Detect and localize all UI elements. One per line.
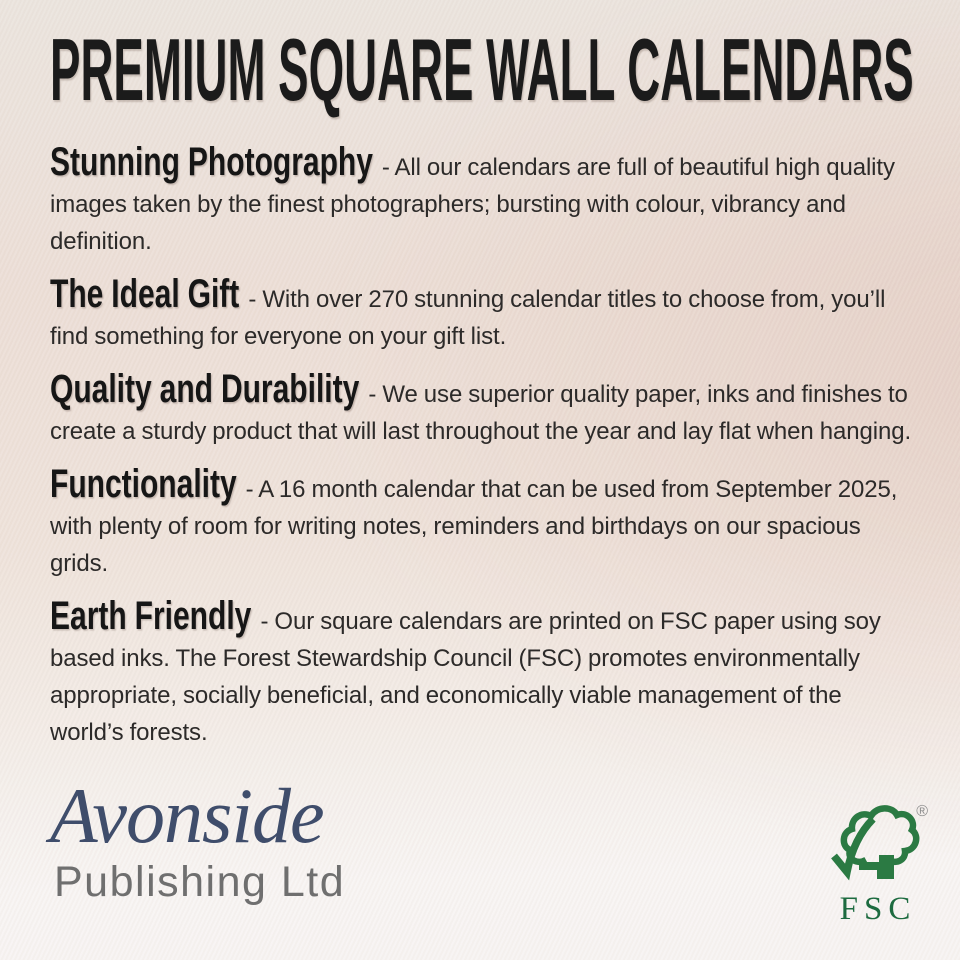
feature-section-photography [50,140,914,260]
fsc-label: FSC [839,891,917,927]
feature-body: - With over 270 stunning calendar titles to choose from, you’ll find something for everyone on your gift list. [50,286,886,350]
feature-body: - All our calendars are full of beautiful high quality images taken by the finest photographers; bursting with colour, vibrancy and definition. [50,154,895,255]
feature-section-functionality [50,462,914,582]
feature-heading: Earth Friendly [50,594,252,638]
brand-subtitle: Publishing Ltd [54,857,346,906]
feature-heading: Functionality [50,462,237,506]
page-title [50,20,914,119]
feature-body: - Our square calendars are printed on FSC paper using soy based inks. The Forest Stewardship Council (FSC) promotes environmentally appropriate, socially beneficial, and economically viable management of the world’s forests. [50,608,881,746]
brand-wordmark: Avonside [50,772,324,859]
feature-section-gift [50,272,914,355]
fsc-logo [824,802,928,926]
registered-trademark-symbol: ® [916,803,928,820]
feature-body: - We use superior quality paper, inks and finishes to create a sturdy product that will last throughout the year and lay flat when hanging. [50,381,912,445]
feature-section-earth-friendly [50,594,914,751]
feature-body: - A 16 month calendar that can be used from September 2025, with plenty of room for writing notes, reminders and birthdays on our spacious grids. [50,476,898,577]
page-title-text: PREMIUM SQUARE WALL CALENDARS [50,20,914,119]
feature-heading: Stunning Photography [50,140,373,184]
feature-section-quality [50,367,914,450]
brand-logo [50,772,914,906]
fsc-tree-checkmark-icon [828,802,924,886]
feature-heading: The Ideal Gift [50,272,240,316]
feature-heading: Quality and Durability [50,367,360,411]
